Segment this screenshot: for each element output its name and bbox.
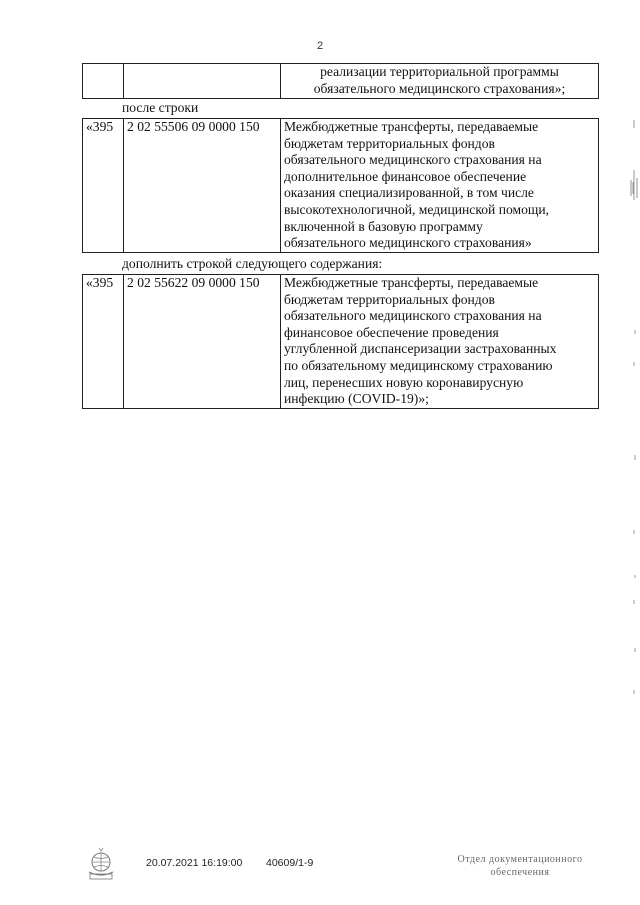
description-line: Межбюджетные трансферты, передаваемые bbox=[284, 275, 539, 290]
description-line: обязательного медицинского страхования»; bbox=[313, 80, 566, 96]
scan-margin-marks bbox=[628, 0, 640, 905]
description-line: оказания специализированной, в том числе bbox=[284, 185, 534, 201]
description-line: дополнительное финансовое обеспечение bbox=[284, 168, 527, 184]
code-cell: «395 bbox=[83, 119, 124, 253]
footer-doc-number: 40609/1-9 bbox=[266, 857, 314, 869]
description-line: обязательного медицинского страхования» bbox=[284, 235, 532, 251]
description-line: реализации территориальной программы bbox=[320, 64, 559, 79]
code-cell bbox=[83, 64, 124, 99]
table-top bbox=[82, 63, 599, 99]
description-line: бюджетам территориальных фондов bbox=[284, 135, 495, 151]
description-cell bbox=[281, 119, 599, 253]
description-line: обязательного медицинского страхования на bbox=[284, 152, 542, 168]
description-line: финансовое обеспечение проведения bbox=[284, 324, 499, 340]
page-number: 2 bbox=[316, 40, 324, 52]
kbk-cell: 2 02 55622 09 0000 150 bbox=[124, 275, 281, 409]
description-line: инфекцию (COVID-19)»; bbox=[284, 391, 429, 407]
kbk-cell bbox=[124, 64, 281, 99]
description-line: углубленной диспансеризации застрахованных bbox=[284, 341, 557, 357]
table-row bbox=[83, 64, 599, 99]
description-cell bbox=[281, 275, 599, 409]
code-cell: «395 bbox=[83, 275, 124, 409]
description-line: по обязательному медицинскому страхованию bbox=[284, 357, 553, 373]
footer-datetime: 20.07.2021 16:19:00 bbox=[146, 857, 243, 869]
description-line: высокотехнологичной, медицинской помощи, bbox=[284, 201, 550, 217]
kbk-cell: 2 02 55506 09 0000 150 bbox=[124, 119, 281, 253]
description-line: лиц, перенесших новую коронавирусную bbox=[284, 374, 524, 390]
department-stamp bbox=[430, 853, 610, 879]
department-line: Отдел документационного bbox=[457, 854, 583, 865]
table-row bbox=[83, 275, 599, 409]
description-cell bbox=[281, 64, 599, 99]
table-mid bbox=[82, 118, 599, 253]
description-line: бюджетам территориальных фондов bbox=[284, 291, 495, 307]
description-line: включенной в базовую программу bbox=[284, 218, 483, 234]
department-line: обеспечения bbox=[490, 867, 550, 878]
emblem-icon bbox=[84, 846, 118, 882]
description-line: обязательного медицинского страхования на bbox=[284, 308, 542, 324]
table-bottom bbox=[82, 274, 599, 409]
label-add-row: дополнить строкой следующего содержания: bbox=[122, 256, 383, 271]
table-row bbox=[83, 119, 599, 253]
description-line: Межбюджетные трансферты, передаваемые bbox=[284, 119, 539, 134]
label-after-row: после строки bbox=[122, 100, 199, 115]
